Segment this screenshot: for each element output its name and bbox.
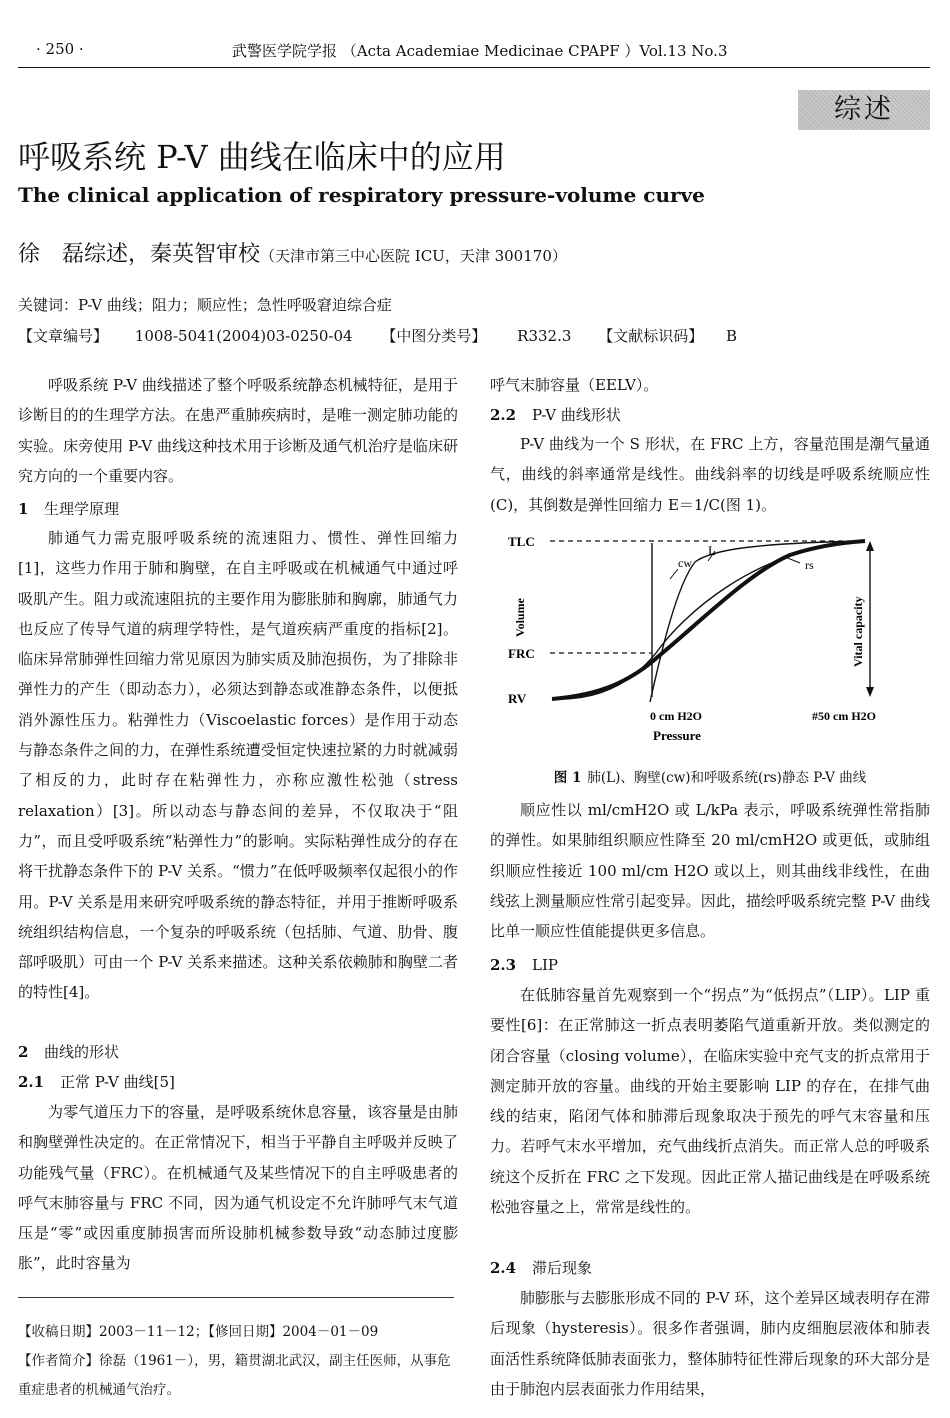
author-affiliation: （天津市第三中心医院 ICU，天津 300170） [260, 247, 567, 265]
figure-1-caption-label: 图 1 [553, 770, 582, 786]
figure-1-caption-text: 肺(L)、胸壁(cw)和呼吸系统(rs)静态 P-V 曲线 [587, 770, 867, 786]
left-column [18, 370, 458, 1290]
doc-code-value: B [725, 327, 738, 345]
label-volume: Volume [513, 598, 527, 637]
heading-2-2: 2.2 P-V 曲线形状 [490, 406, 621, 424]
paragraph-2-1: 为零气道压力下的容量，是呼吸系统休息容量，该容量是由肺和胸壁弹性决定的。在正常情况下，相当于平静自主呼吸并反映了功能残气量（FRC）。在机械通气及某些情况下的自主呼吸患者的呼气末肺容量与 FRC 不同，因为通气机设定不允许肺呼气末气道压是“零”或因重度肺损害而所设肺机械参数导致“动态肺过度膨胀”，此时容量为 [18, 1103, 458, 1273]
label-vital-capacity: Vital capacity [851, 596, 865, 667]
article-id-label: 【文章编号】 [18, 327, 109, 345]
paragraph-2-2: P-V 曲线为一个 S 形状，在 FRC 上方，容量范围是潮气量通气，曲线的斜率通常是线性。曲线斜率的切线是呼吸系统顺应性(C)，其倒数是弹性回缩力 E＝1/C(图 1)。 [490, 435, 930, 514]
keywords: 关键词：P-V 曲线；阻力；顺应性；急性呼吸窘迫综合症 [18, 296, 392, 314]
heading-1: 1 生理学原理 [18, 500, 120, 518]
paragraph-compliance: 顺应性以 ml/cmH2O 或 L/kPa 表示，呼吸系统弹性常指肺的弹性。如果肺组织顺应性降至 20 ml/cmH2O 或更低，或肺组织顺应性接近 100 ml/cm H2O 或以上，则其曲线非线性，在曲线弦上测量顺应性常引起变异。因此，描绘呼吸系统完整 P-V 曲线比单一顺应性值能提供更多信息。 [490, 801, 930, 941]
label-cw: cw [678, 556, 692, 570]
footnote-rule [18, 1297, 454, 1298]
vital-capacity-arrowhead-bottom [866, 687, 874, 697]
running-header [18, 40, 930, 64]
header-rule [18, 67, 930, 68]
label-rv: RV [508, 691, 527, 706]
footnote-received: 【收稿日期】2003－11－12；【修回日期】2004－01－09 [18, 1324, 379, 1340]
paragraph-2-3: 在低肺容量首先观察到一个“拐点”为“低拐点”（LIP）。LIP 重要性[6]：在正常肺这一折点表明萎陷气道重新开放。类似测定的闭合容量（closing volume），在临床实验中充气支的折点常用于测定肺开放的容量。曲线的开始主要影响 LIP 的存在，在排气曲线的结束，陷闭气体和肺滞后现象取决于预先的呼气末容量和压力。若呼气末水平增加，充气曲线折点消失。而正常人总的呼吸系统这个反折在 FRC 之下发现。因此正常人描记曲线是在呼吸系统松弛容量之上，常常是线性的。 [490, 986, 930, 1217]
label-tlc: TLC [508, 534, 535, 549]
cw-leader [670, 569, 678, 579]
label-fifty-pressure: #50 cm H2O [812, 709, 876, 723]
figure-1 [500, 527, 900, 757]
label-l: L [708, 543, 716, 558]
right-column [490, 370, 930, 1410]
doc-code-label: 【文献标识码】 [598, 327, 704, 345]
paragraph-continued: 呼气末肺容量（EELV）。 [490, 376, 659, 394]
article-id-value: 1008-5041(2004)03-0250-04 [134, 327, 353, 345]
footnote-author-bio: 【作者简介】徐磊（1961－），男，籍贯湖北武汉，副主任医师，从事危重症患者的机械通气治疗。 [18, 1353, 451, 1398]
label-frc: FRC [508, 646, 535, 661]
rs-leader [785, 557, 800, 563]
curve-chest-wall [560, 542, 865, 699]
clc-value: R332.3 [517, 327, 572, 345]
heading-2-1: 2.1 正常 P-V 曲线[5] [18, 1073, 175, 1091]
section-badge: 综述 [798, 90, 930, 130]
paragraph-2-4: 肺膨胀与去膨胀形成不同的 P-V 环，这个差异区域表明存在滞后现象（hysteresis）。很多作者强调，肺内皮细胞层液体和肺表面活性系统降低肺表面张力，整体肺特征性滞后现象的环大部分是由于肺泡内层表面张力作用结果， [490, 1289, 930, 1398]
page-number: · 250 · [36, 40, 84, 58]
label-pressure: Pressure [653, 728, 701, 743]
label-zero-pressure: 0 cm H2O [650, 709, 702, 723]
curve-respiratory-system [552, 541, 865, 699]
article-info [18, 325, 737, 346]
pv-curve-diagram [500, 527, 900, 757]
paragraph-1: 肺通气力需克服呼吸系统的流速阻力、惯性、弹性回缩力[1]，这些力作用于肺和胸壁，在自主呼吸或在机械通气中通过呼吸肌产生。阻力或流速阻抗的主要作用为膨胀肺和胸廓，肺通气力也反应了传导气道的病理学特性，是气道疾病严重度的指标[2]。临床异常肺弹性回缩力常见原因为肺实质及肺泡损伤，为了排除非弹性力的产生（即动态力），必须达到静态或准静态条件，以便抵消外源性压力。粘弹性力（Viscoelastic forces）是作用于动态与静态条件之间的力，在弹性系统遭受恒定快速拉紧的力时就减弱了相反的力，此时存在粘弹性力，亦称应激性松弛（stress relaxation）[3]。所以动态与静态间的差异，不仅取决于“阻力”，而且受呼吸系统“粘弹性力”的影响。实际粘弹性成分的存在将干扰静态条件下的 P-V 关系。“惯力”在低呼吸频率仅起很小的作用。P-V 关系是用来研究呼吸系统的静态特征，并用于推断呼吸系统组织结构信息，一个复杂的呼吸系统（包括肺、气道、肋骨、腹部呼吸肌）可由一个 P-V 关系来描述。这种关系依赖肺和胸壁二者的特性[4]。 [18, 529, 458, 1002]
clc-label: 【中图分类号】 [381, 327, 487, 345]
author-names: 徐 磊综述，秦英智审校 [18, 242, 261, 267]
author-line [18, 237, 567, 268]
intro-paragraph: 呼吸系统 P-V 曲线描述了整个呼吸系统静态机械特征，是用于诊断目的的生理学方法。在患严重肺疾病时，是唯一测定肺功能的实验。床旁使用 P-V 曲线这种技术用于诊断及通气机治疗是临床研究方向的一个重要内容。 [18, 376, 458, 485]
vital-capacity-arrowhead-top [866, 541, 874, 551]
heading-2-3: 2.3 LIP [490, 956, 558, 974]
article-title-zh: 呼吸系统 P-V 曲线在临床中的应用 [18, 138, 506, 176]
heading-2: 2 曲线的形状 [18, 1043, 120, 1061]
figure-1-caption [490, 766, 930, 786]
heading-2-4: 2.4 滞后现象 [490, 1259, 593, 1277]
label-rs: rs [805, 558, 814, 572]
article-title-en: The clinical application of respiratory pressure-volume curve [18, 183, 705, 207]
journal-citation: 武警医学院学报 （Acta Academiae Medicinae CPAPF ）Vol.13 No.3 [232, 42, 728, 60]
